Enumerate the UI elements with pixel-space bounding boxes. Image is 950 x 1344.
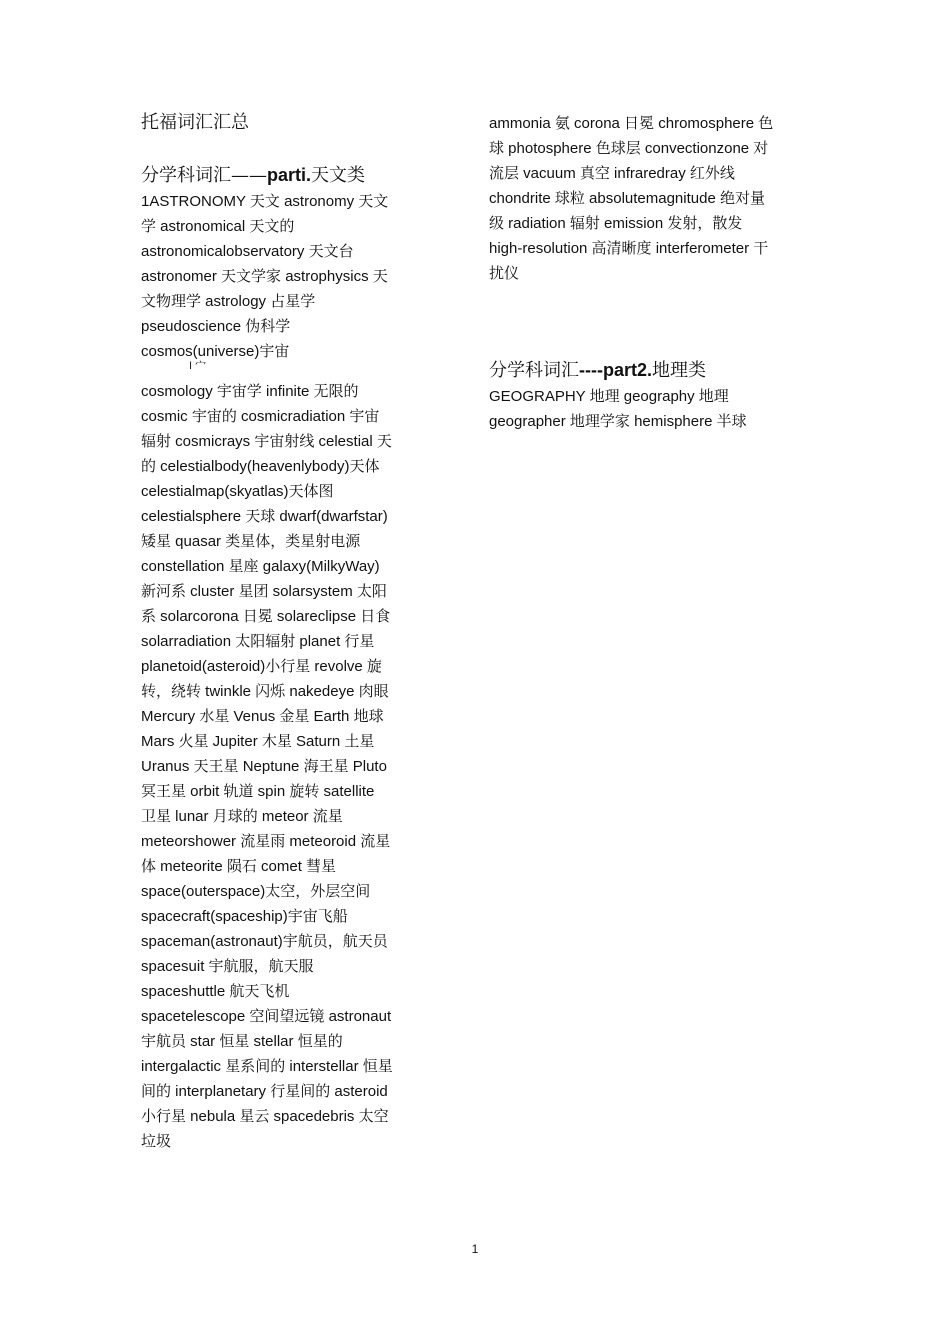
section1-heading-part: parti. [267, 165, 312, 185]
page-number: 1 [471, 1242, 479, 1256]
section2-vocab: GEOGRAPHY 地理 geography 地理 geographer 地理学家 hemisphere 半球 [489, 388, 747, 430]
section2-heading-prefix: 分学科词汇 [489, 360, 579, 381]
document-title: 托福词汇汇总 [141, 112, 249, 133]
section1-heading [141, 163, 365, 188]
section1-vocab-continued: ammonia 氨 corona 日冕 chromosphere 色球 photosphere 色球层 convectionzone 对流层 vacuum 真空 infraredray 红外线 chondrite 球粒 absolutemagnitude 绝对量级 radiation 辐射 emission 发射，散发 high-resolution 高清晰度 interferometer 干扰仪 [489, 115, 774, 282]
ocr-artifact-text: I 宀 [189, 360, 207, 370]
section1-heading-prefix: 分学科词汇—— [141, 165, 267, 186]
section1-vocab-part2: cosmology 宇宙学 infinite 无限的 cosmic 宇宙的 cosmicradiation 宇宙辐射 cosmicrays 宇宙射线 celestial 天的 celestialbody(heavenlybody)天体 celestialmap(skyatlas)天体图 celestialsphere 天球 dwarf(dwarfstar)矮星 quasar 类星体，类星射电源 constellation 星座 galaxy(MilkyWay)新河系 cluster 星团 solarsystem 太阳系 solarcorona 日冕 solareclipse 日食 solarradiation 太阳辐射 planet 行星 planetoid(asteroid)小行星 revolve 旋转，绕转 twinkle 闪烁 nakedeye 肉眼 Mercury 水星 Venus 金星 Earth 地球 Mars 火星 Jupiter 木星 Saturn 土星 Uranus 天王星 Neptune 海王星 Pluto 冥王星 orbit 轨道 spin 旋转 satellite 卫星 lunar 月球的 meteor 流星 meteorshower 流星雨 meteoroid 流星体 meteorite 陨石 comet 彗星 space(outerspace)太空，外层空间 spacecraft(spaceship)宇宙飞船 spaceman(astronaut)宇航员，航天员 spacesuit 宇航服，航天服 spaceshuttle 航天飞机 spacetelescope 空间望远镜 astronaut 宇航员 star 恒星 stellar 恒星的 intergalactic 星系间的 interstellar 恒星间的 interplanetary 行星间的 asteroid 小行星 nebula 星云 spacedebris 太空垃圾 [141, 383, 393, 1150]
section1-vocab-part1: 1ASTRONOMY 天文 astronomy 天文学 astronomical 天文的 astronomicalobservatory 天文台 astronomer 天文学家 astrophysics 天文物理学 astrology 占星学 pseudoscience 伪科学 cosmos(universe)宇宙 [141, 193, 389, 360]
section2-heading [489, 358, 706, 383]
section1-heading-suffix: 天文类 [311, 165, 366, 186]
section2-heading-suffix: 地理类 [652, 360, 706, 381]
section2-heading-part: ----part2. [579, 360, 652, 380]
